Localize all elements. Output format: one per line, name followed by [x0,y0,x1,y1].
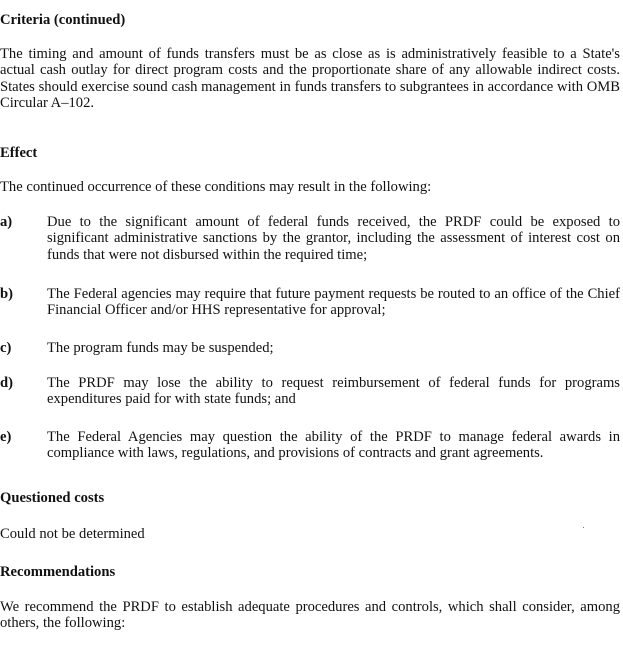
effect-item-d [0,375,620,408]
scan-speck [583,527,584,528]
item-text: The Federal Agencies may question the ability of the PRDF to manage federal awards in compliance with laws, regulations, and provisions of contracts and grant agreements. [47,429,620,462]
criteria-paragraph: The timing and amount of funds transfers must be as close as is administratively feasible to a State's actual cash outlay for direct program costs and the proportionate share of any allowable indirect costs. States should exercise sound cash management in funds transfers to subgrantees in accordance with OMB Circular A–102. [0,46,620,112]
effect-item-c [0,340,620,356]
criteria-heading: Criteria (continued) [0,12,126,28]
item-text: The PRDF may lose the ability to request reimbursement of federal funds for programs expenditures paid for with state funds; and [47,375,620,408]
effect-item-b [0,286,620,319]
questioned-costs-heading: Questioned costs [0,490,105,506]
recommendations-heading: Recommendations [0,564,116,580]
item-label: a) [0,214,13,230]
effect-item-a [0,214,620,263]
effect-heading: Effect [0,145,38,161]
recommendations-text: We recommend the PRDF to establish adequate procedures and controls, which shall consider, among others, the following: [0,599,620,632]
item-text: Due to the significant amount of federal funds received, the PRDF could be exposed to significant administrative sanctions by the grantor, including the assessment of interest cost on funds that were not disbursed within the required time; [47,214,620,263]
item-label: e) [0,429,12,445]
effect-intro: The continued occurrence of these conditions may result in the following: [0,179,432,195]
item-label: b) [0,286,13,302]
item-label: c) [0,340,12,356]
item-text: The program funds may be suspended; [47,340,274,356]
item-text: The Federal agencies may require that future payment requests be routed to an office of the Chief Financial Officer and/or HHS representative for approval; [47,286,620,319]
item-label: d) [0,375,13,391]
effect-item-e [0,429,620,462]
questioned-costs-text: Could not be determined [0,526,145,542]
